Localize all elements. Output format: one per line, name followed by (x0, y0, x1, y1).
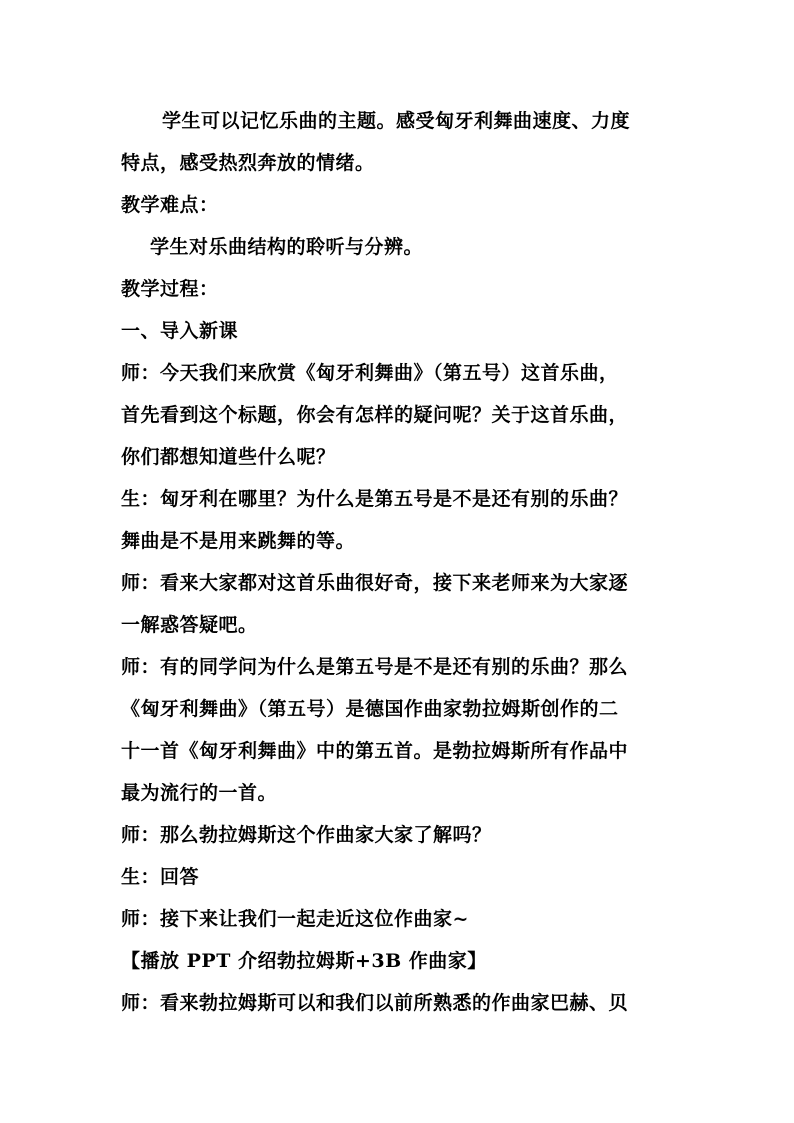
paragraph-line: 【播放 PPT 介绍勃拉姆斯+3B 作曲家】 (121, 950, 487, 972)
section-heading: 教学难点： (121, 194, 219, 216)
paragraph-line: 师：那么勃拉姆斯这个作曲家大家了解吗？ (121, 824, 492, 846)
paragraph-line: 学生对乐曲结构的聆听与分辨。 (150, 236, 424, 258)
paragraph-line: 一解惑答疑吧。 (121, 614, 258, 636)
paragraph-line: 师：看来勃拉姆斯可以和我们以前所熟悉的作曲家巴赫、贝 (121, 992, 629, 1014)
paragraph-line: 特点，感受热烈奔放的情绪。 (121, 152, 375, 174)
paragraph-line: 首先看到这个标题，你会有怎样的疑问呢？关于这首乐曲， (121, 404, 629, 426)
paragraph-line: 师：看来大家都对这首乐曲很好奇，接下来老师来为大家逐 (121, 572, 629, 594)
paragraph-line: 舞曲是不是用来跳舞的等。 (121, 530, 356, 552)
paragraph-line: 你们都想知道些什么呢？ (121, 446, 336, 468)
paragraph-line: 生：回答 (121, 866, 200, 888)
section-heading: 一、导入新课 (121, 320, 239, 342)
paragraph-line: 师：今天我们来欣赏《匈牙利舞曲》（第五号）这首乐曲， (121, 362, 619, 384)
paragraph-line: 学生可以记忆乐曲的主题。感受匈牙利舞曲速度、力度 (162, 110, 631, 132)
paragraph-line: 最为流行的一首。 (121, 782, 278, 804)
paragraph-line: 师：接下来让我们一起走近这位作曲家~ (121, 908, 469, 930)
section-heading: 教学过程： (121, 278, 219, 300)
paragraph-line: 十一首《匈牙利舞曲》中的第五首。是勃拉姆斯所有作品中 (121, 740, 629, 762)
paragraph-line: 《匈牙利舞曲》（第五号）是德国作曲家勃拉姆斯创作的二 (121, 698, 619, 720)
paragraph-line: 生：匈牙利在哪里？为什么是第五号是不是还有别的乐曲？ (121, 488, 629, 510)
paragraph-line: 师：有的同学问为什么是第五号是不是还有别的乐曲？那么 (121, 656, 629, 678)
